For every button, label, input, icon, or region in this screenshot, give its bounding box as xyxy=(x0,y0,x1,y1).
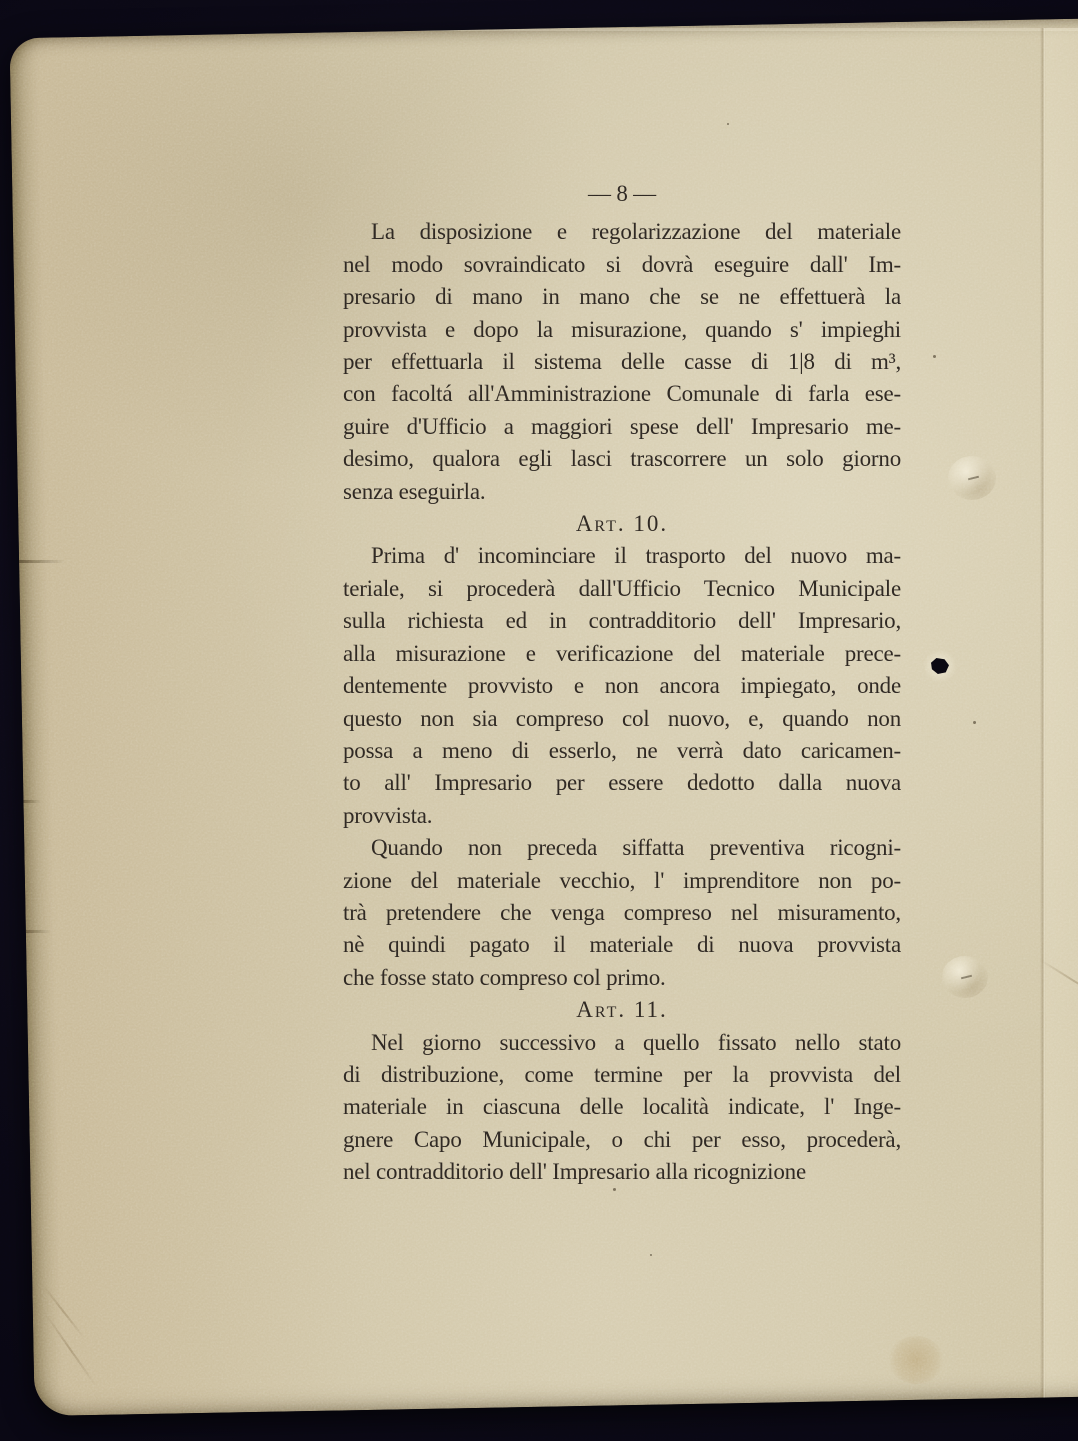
text-line: materiale in ciascuna delle località indicate, l' Inge- xyxy=(343,1094,901,1120)
page-top-edge-highlight xyxy=(22,28,1078,31)
text-line: guire d'Ufficio a maggiori spese dell' Impresario me- xyxy=(343,413,901,439)
paragraph xyxy=(343,540,901,832)
page-fold-crease xyxy=(1040,28,1046,1406)
text-line: provvista e dopo la misurazione, quando s' impieghi xyxy=(343,316,901,342)
text-line: trà pretendere che venga compreso nel misuramento, xyxy=(343,899,901,925)
paragraph xyxy=(343,1027,901,1189)
page-text-block xyxy=(343,178,901,1189)
text-line: dentemente provvisto e non ancora impiegato, onde xyxy=(343,673,901,699)
dust-speck xyxy=(650,1254,652,1256)
text-line: provvista. xyxy=(343,802,433,828)
article-heading: Art. 10. xyxy=(575,511,669,537)
stain-mark xyxy=(888,1336,944,1384)
text-blocks xyxy=(343,216,901,1188)
dust-speck xyxy=(727,123,729,125)
dust-speck xyxy=(613,1188,616,1191)
paper-dimple xyxy=(942,956,988,998)
paragraph xyxy=(343,832,901,994)
book-page xyxy=(9,18,1078,1416)
text-line: alla misurazione e verificazione del materiale prece- xyxy=(343,640,901,666)
page-content xyxy=(22,28,1078,1406)
page-number: — 8 — xyxy=(587,181,656,206)
article-heading: Art. 11. xyxy=(576,997,668,1023)
dust-speck xyxy=(973,721,976,724)
text-line: Prima d' incominciare il trasporto del nuovo ma- xyxy=(371,543,901,569)
text-line: Quando non preceda siffatta preventiva ricogni- xyxy=(371,835,901,861)
text-line: che fosse stato compreso col primo. xyxy=(343,964,666,990)
text-line: gnere Capo Municipale, o chi per esso, procederà, xyxy=(343,1126,901,1152)
text-line: per effettuarla il sistema delle casse di 1|8 di m³, xyxy=(343,349,901,375)
text-line: nel contradditorio dell' Impresario alla ricognizione xyxy=(343,1159,806,1185)
text-line: questo non sia compreso col nuovo, e, quando non xyxy=(343,705,901,731)
page-fold-band xyxy=(1046,28,1078,1406)
text-line: di distribuzione, come termine per la provvista del xyxy=(343,1061,901,1087)
text-line: nel modo sovraindicato si dovrà eseguire dall' Im- xyxy=(343,251,901,277)
paper-dimple xyxy=(948,456,996,500)
paragraph xyxy=(343,216,901,508)
text-line: sulla richiesta ed in contradditorio dell' Impresario, xyxy=(343,608,901,634)
text-line: nè quindi pagato il materiale di nuova provvista xyxy=(343,932,901,958)
text-line: Nel giorno successivo a quello fissato nello stato xyxy=(371,1029,901,1055)
text-line: teriale, si procederà dall'Ufficio Tecnico Municipale xyxy=(343,575,902,601)
text-line: presario di mano in mano che se ne effettuerà la xyxy=(343,284,901,310)
text-line: desimo, qualora egli lasci trascorrere un solo giorno xyxy=(343,446,901,472)
text-line: to all' Impresario per essere dedotto dalla nuova xyxy=(343,770,901,796)
text-line: possa a meno di esserlo, ne verrà dato caricamen- xyxy=(343,737,901,763)
edge-tear xyxy=(19,930,51,933)
corner-crease xyxy=(41,1283,86,1339)
edge-tear xyxy=(19,560,65,563)
text-line: senza eseguirla. xyxy=(343,478,486,504)
text-line: con facoltá all'Amministrazione Comunale di farla ese- xyxy=(343,381,901,407)
dust-speck xyxy=(933,355,936,358)
edge-tear xyxy=(19,800,41,803)
text-line: La disposizione e regolarizzazione del materiale xyxy=(371,219,901,245)
text-line: zione del materiale vecchio, l' imprenditore non po- xyxy=(343,867,901,893)
